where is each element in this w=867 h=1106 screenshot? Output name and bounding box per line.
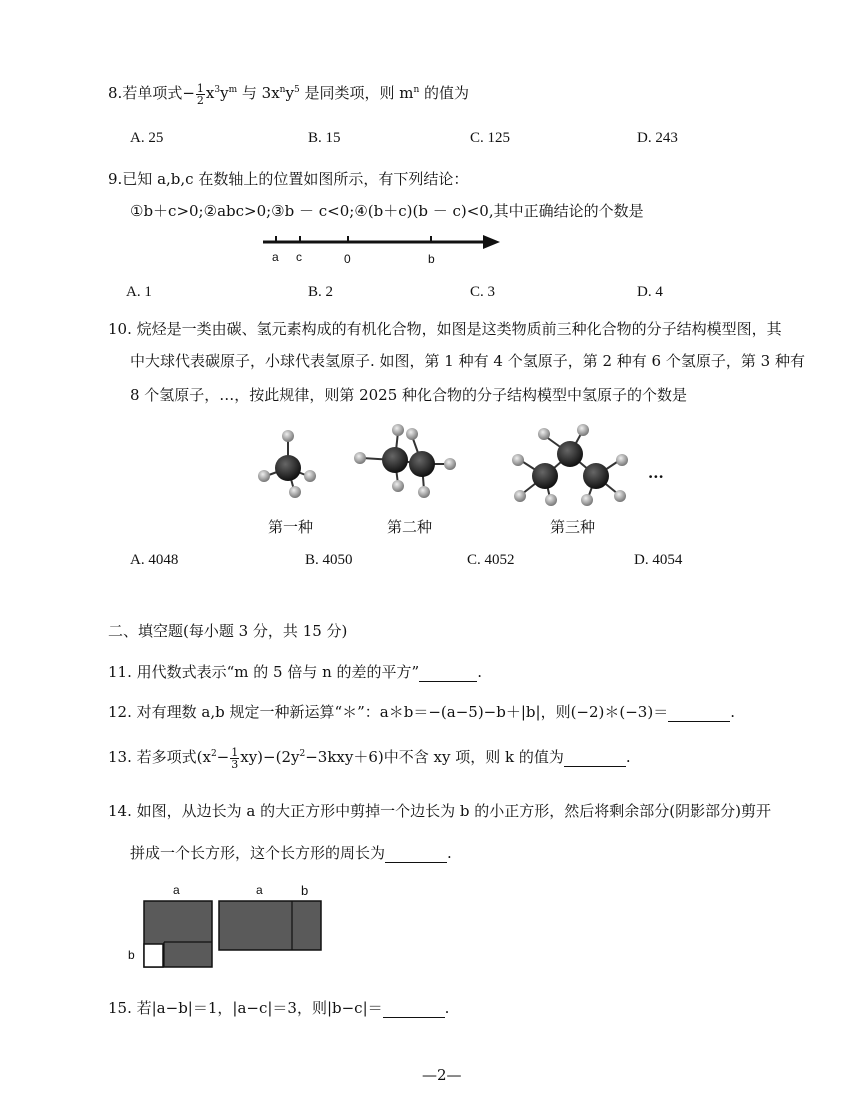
number-line	[255, 228, 515, 270]
q9-option-c[interactable]: C. 3	[470, 284, 496, 300]
q13-fraction	[230, 747, 239, 770]
q10-option-d[interactable]: D. 4054	[634, 552, 683, 568]
q10-option-c[interactable]: C. 4052	[467, 552, 515, 568]
caption-first: 第一种	[268, 518, 314, 536]
q15-text: 15. 若|a−b|＝1，|a−c|＝3，则|b−c|＝	[108, 999, 383, 1017]
page-number: —2—	[422, 1066, 462, 1084]
number-line-arrow	[483, 235, 500, 249]
q8-prefix: 若单项式−	[122, 84, 195, 102]
q8-y: y	[220, 84, 229, 102]
question-9: 9.已知 a,b,c 在数轴上的位置如图所示，有下列结论：	[108, 170, 469, 188]
q8-post: 是同类项，则 m	[299, 84, 414, 102]
q8-option-a[interactable]: A. 25	[130, 130, 164, 146]
q8-frac-den: 2	[196, 93, 204, 107]
q8-x: x	[205, 84, 215, 102]
q14-end: .	[447, 844, 452, 862]
q13-dash: −	[216, 748, 230, 766]
q8-end: 的值为	[419, 84, 470, 102]
q8-frac-num: 1	[196, 81, 204, 95]
q14-answer-blank[interactable]	[385, 844, 447, 863]
q13-post: −3kxy＋6)中不含 xy 项，则 k 的值为	[305, 748, 564, 766]
question-10-line3: 8 个氢原子，…，按此规律，则第 2025 种化合物的分子结构模型中氢原子的个数是	[130, 386, 688, 404]
q8-mid3: 与 3x	[237, 84, 280, 102]
molecule-figures	[240, 418, 680, 510]
q8-mid4: y	[285, 84, 294, 102]
caption-second: 第二种	[387, 518, 433, 536]
molecule-ellipsis: ···	[648, 468, 664, 486]
axis-label-b: b	[428, 252, 435, 266]
q9-option-a[interactable]: A. 1	[126, 284, 152, 300]
q14-line2-text: 拼成一个长方形，这个长方形的周长为	[130, 844, 386, 862]
q8-exp5: n	[413, 85, 420, 95]
q10-option-b[interactable]: B. 4050	[305, 552, 353, 568]
q11-text: 11. 用代数式表示“m 的 5 倍与 n 的差的平方”	[108, 663, 420, 681]
q8-option-c[interactable]: C. 125	[470, 130, 511, 146]
q15-answer-blank[interactable]	[383, 999, 445, 1018]
q13-frac-den: 3	[231, 757, 239, 771]
square-rectangle-figure	[140, 898, 330, 974]
q9-option-b[interactable]: B. 2	[308, 284, 334, 300]
q13-exp1: 2	[210, 749, 217, 759]
fig-label-b-top: b	[301, 883, 309, 898]
q11-answer-blank[interactable]	[419, 663, 477, 682]
question-14-line2	[130, 842, 452, 863]
q11-end: .	[477, 663, 483, 681]
small-square-cutout	[144, 944, 163, 967]
molecule-2-icon	[354, 424, 456, 498]
fig-label-a1: a	[173, 883, 180, 897]
q13-end: .	[625, 748, 631, 766]
q10-option-a[interactable]: A. 4048	[130, 552, 179, 568]
q13-answer-blank[interactable]	[564, 748, 626, 767]
q13-mid: xy)−(2y	[240, 748, 300, 766]
q8-exp4: 5	[293, 85, 300, 95]
molecule-1-icon	[258, 430, 316, 498]
q12-answer-blank[interactable]	[668, 703, 730, 722]
q13-pre: 13. 若多项式(x	[108, 748, 211, 766]
q8-number: 8.	[108, 84, 123, 102]
question-15	[108, 997, 449, 1018]
question-10-line2: 中大球代表碳原子，小球代表氢原子. 如图，第 1 种有 4 个氢原子，第 2 种有 6 个氢原子，第 3 种有	[130, 352, 805, 370]
axis-label-a: a	[272, 250, 279, 264]
q8-option-d[interactable]: D. 243	[637, 130, 678, 146]
q9-option-d[interactable]: D. 4	[637, 284, 663, 300]
rectangle-shaded	[219, 901, 321, 950]
axis-label-c: c	[296, 250, 302, 264]
section-2-title: 二、填空题(每小题 3 分，共 15 分)	[108, 622, 348, 640]
q13-exp2: 2	[299, 749, 306, 759]
q13-frac-num: 1	[231, 745, 239, 759]
q8-exp1: 3	[214, 85, 221, 95]
q12-end: .	[730, 703, 735, 721]
question-8	[108, 82, 469, 106]
q8-option-b[interactable]: B. 15	[308, 130, 341, 146]
q8-exp3: n	[279, 85, 286, 95]
axis-label-0: 0	[344, 252, 351, 266]
question-10-line1: 10. 烷烃是一类由碳、氢元素构成的有机化合物，如图是这类物质前三种化合物的分子结构模型图，其	[108, 320, 782, 338]
q8-exp2: m	[228, 85, 238, 95]
q15-end: .	[444, 999, 450, 1017]
q12-text: 12. 对有理数 a,b 规定一种新运算“＊”：a＊b＝−(a−5)−b＋|b|，则(−2)＊(−3)＝	[108, 703, 669, 721]
fig-label-b-side: b	[128, 948, 135, 962]
question-14-line1: 14. 如图，从边长为 a 的大正方形中剪掉一个边长为 b 的小正方形，然后将剩余部分(阴影部分)剪开	[108, 802, 771, 820]
question-11	[108, 661, 482, 682]
molecule-3-icon	[512, 424, 628, 506]
q8-fraction	[196, 83, 205, 106]
question-13	[108, 746, 631, 770]
q9-conclusions: ①b＋c>0;②abc>0;③b － c<0;④(b＋c)(b － c)<0,其中正确结论的个数是	[130, 202, 644, 220]
fig-label-a2: a	[256, 883, 263, 897]
caption-third: 第三种	[550, 518, 596, 536]
question-12	[108, 701, 735, 722]
